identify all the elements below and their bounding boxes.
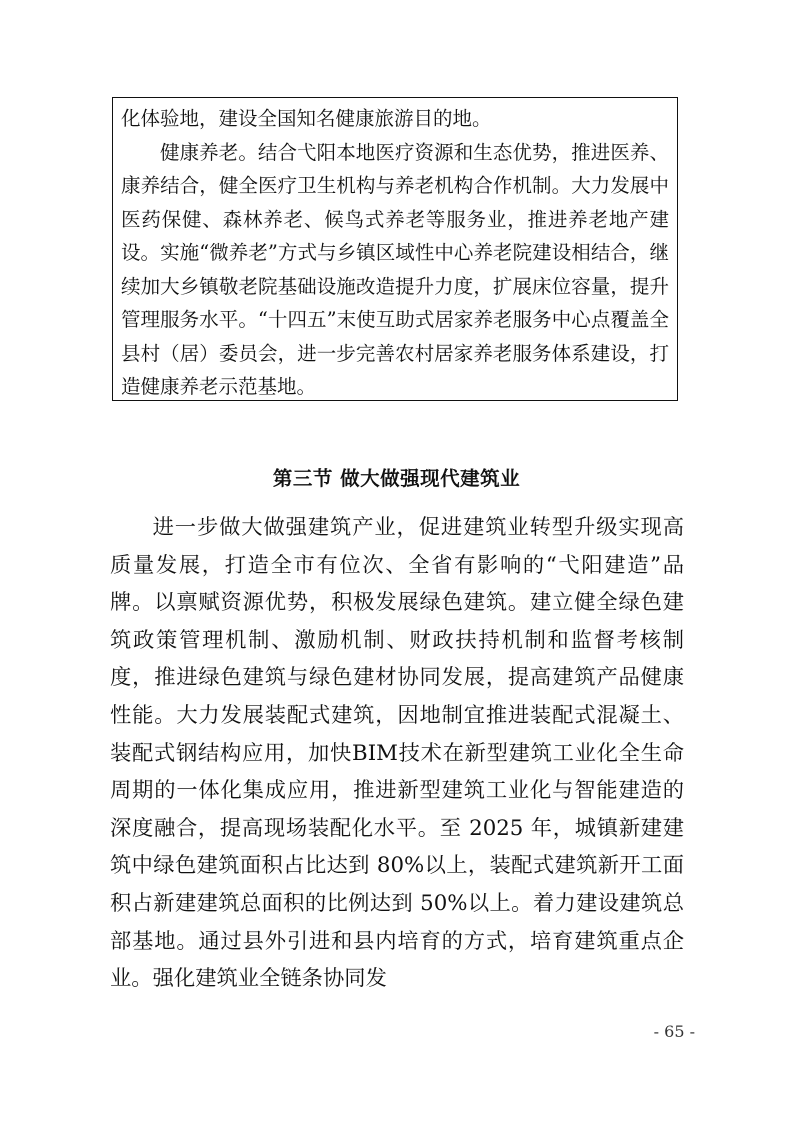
section-title: 第三节 做大做强现代建筑业 (272, 467, 521, 490)
construction-industry-paragraph: 进一步做大做强建筑产业，促进建筑业转型升级实现高质量发展，打造全市有位次、全省有影响的“弋阳建造”品牌。以禀赋资源优势，积极发展绿色建筑。建立健全绿色建筑政策管理机制、激励机制、财政扶持机制和监督考核制度，推进绿色建筑与绿色建材协同发展，提高建筑产品健康性能。大力发展装配式建筑，因地制宜推进装配式混凝土、装配式钢结构应用，加快BIM技术在新型建筑工业化全生命周期的一体化集成应用，推进新型建筑工业化与智能建造的深度融合，提高现场装配化水平。至 2025 年，城镇新建建筑中绿色建筑面积占比达到 80%以上，装配式建筑新开工面积占新建建筑总面积的比例达到 50%以上。着力建设建筑总部基地。通过县外引进和县内培育的方式，培育建筑重点企业。强化建筑业全链条协同发 (110, 515, 684, 992)
page-number: - 65 - (653, 1022, 695, 1041)
health-elderly-care-box (112, 97, 678, 401)
box-paragraph-tourism: 化体验地，建设全国知名健康旅游目的地。 (121, 107, 492, 130)
box-paragraph-elderly-care: 健康养老。结合弋阳本地医疗资源和生态优势，推进医养、康养结合，健全医疗卫生机构与养老机构合作机制。大力发展中医药保健、森林养老、候鸟式养老等服务业，推进养老地产建设。实施“微养老”方式与乡镇区域性中心养老院建设相结合，继续加大乡镇敬老院基础设施改造提升力度，扩展床位容量，提升管理服务水平。“十四五”末使互助式居家养老服务中心点覆盖全县村（居）委员会，进一步完善农村居家养老服务体系建设，打造健康养老示范基地。 (121, 140, 669, 398)
